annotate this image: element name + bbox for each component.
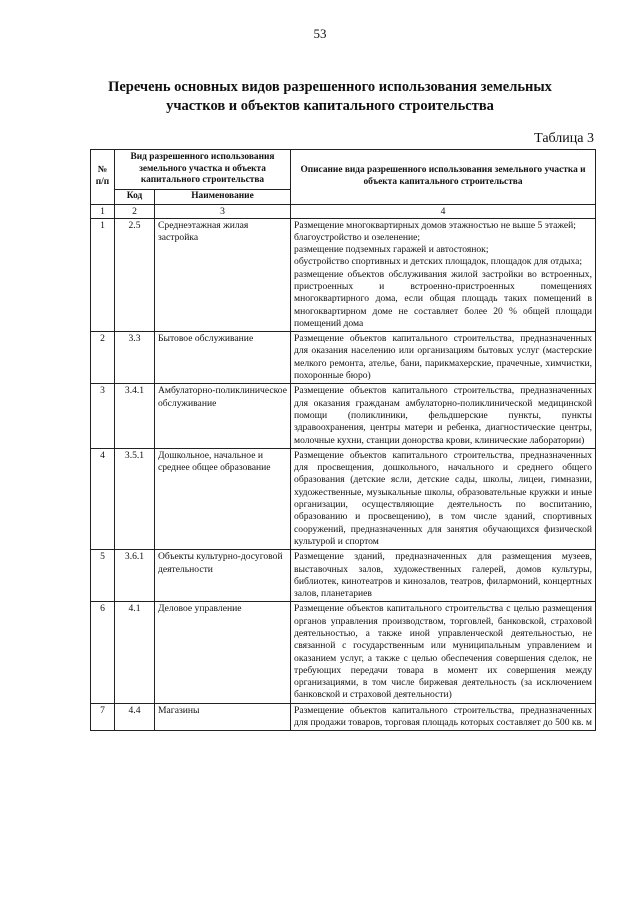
row-code: 4.4: [115, 703, 155, 731]
description-line: обустройство спортивных и детских площадок, площадок для отдыха;: [294, 256, 582, 268]
document-title-line-1: Перечень основных видов разрешенного использования земельных: [108, 79, 552, 95]
row-number: 3: [91, 384, 115, 448]
row-name: Бытовое обслуживание: [155, 332, 291, 384]
table-row: [91, 384, 596, 448]
row-description: [291, 384, 596, 448]
description-line: Размещение объектов капитального строительства, предназначенных для продажи товаров, торговая площадь которых составляет до 500 кв. м: [294, 704, 593, 729]
row-code: 3.5.1: [115, 448, 155, 549]
row-name: Магазины: [155, 703, 291, 731]
row-number: 4: [91, 448, 115, 549]
header-code: Код: [115, 190, 155, 205]
row-description: [291, 703, 596, 731]
description-line: Размещение объектов капитального строительства, предназначенных для просвещения, дошкольного, начального и среднего общего образования (детские ясли, детские сады, школы, лицеи, гимназии, художественные, музыкальные школы, образовательные кружки и иные организации, осуществляющие деятельность по воспитанию, образованию и просвещению), в том числе зданий, спортивных сооружений, предназначенных для занятия обучающихся физической культурой и спортом: [294, 449, 593, 547]
description-line: Размещение объектов капитального строительства, предназначенных для оказания гражданам амбулаторно-поликлинической медицинской помощи (поликлиники, фельдшерские пункты, пункты здравоохранения, центры матери и ребенка, диагностические центры, молочные кухни, станции донорства крови, клинические лаборатории): [294, 385, 593, 446]
row-name: Деловое управление: [155, 602, 291, 703]
description-line: размещение объектов обслуживания жилой застройки во встроенных, пристроенных и встроенно-пристроенных помещениях многоквартирного дома, если общая площадь таких помещений в многоквартирном доме не составляет более 20 % общей площади помещений дома: [294, 268, 593, 329]
description-line: Размещение объектов капитального строительства с целью размещения органов управления производством, торговлей, банковской, страховой деятельностью, а также иной управленческой деятельностью, не связанной с государственным или муниципальным управлением и оказанием услуг, а также с целью обеспечения совершения сделок, не требующих передачи товара в момент их совершения между организациями, в том числе биржевая деятельность (за исключением банковской и страховой деятельности): [294, 603, 593, 701]
document-title: [95, 78, 565, 116]
row-number: 5: [91, 550, 115, 602]
land-use-table: [90, 149, 596, 731]
row-description: [291, 332, 596, 384]
description-line: Размещение многоквартирных домов этажностью не выше 5 этажей;: [294, 219, 576, 231]
row-code: 4.1: [115, 602, 155, 703]
header-num: № п/п: [91, 150, 115, 205]
table-row: [91, 550, 596, 602]
column-number: 1: [91, 204, 115, 218]
table-caption: Таблица 3: [534, 131, 594, 146]
description-line: размещение подземных гаражей и автостоянок;: [294, 244, 489, 256]
row-number: 1: [91, 218, 115, 332]
row-number: 2: [91, 332, 115, 384]
row-number: 6: [91, 602, 115, 703]
column-number: 4: [291, 204, 596, 218]
header-row-1: [91, 150, 596, 190]
row-description: [291, 550, 596, 602]
row-code: 2.5: [115, 218, 155, 332]
description-line: Размещение объектов капитального строительства, предназначенных для оказания населению или организациям бытовых услуг (мастерские мелкого ремонта, ателье, бани, парикмахерские, прачечные, химчистки, похоронные бюро): [294, 333, 593, 382]
description-line: благоустройство и озеленение;: [294, 231, 421, 243]
document-title-line-2: участков и объектов капитального строительства: [166, 98, 494, 114]
row-name: Объекты культурно-досуговой деятельности: [155, 550, 291, 602]
row-number: 7: [91, 703, 115, 731]
row-description: [291, 448, 596, 549]
column-number: 2: [115, 204, 155, 218]
row-name: Дошкольное, начальное и среднее общее образование: [155, 448, 291, 549]
table-body: [91, 218, 596, 731]
row-code: 3.6.1: [115, 550, 155, 602]
table-row: [91, 602, 596, 703]
header-name: Наименование: [155, 190, 291, 205]
header-group: Вид разрешенного использования земельного участка и объекта капитального строительства: [115, 150, 291, 190]
table-row: [91, 218, 596, 332]
table-row: [91, 332, 596, 384]
row-code: 3.4.1: [115, 384, 155, 448]
page-number: 53: [313, 26, 327, 41]
table-row: [91, 703, 596, 731]
column-number-row: [91, 204, 596, 218]
table-row: [91, 448, 596, 549]
row-code: 3.3: [115, 332, 155, 384]
row-name: Среднеэтажная жилая застройка: [155, 218, 291, 332]
header-desc: Описание вида разрешенного использования земельного участка и объекта капитального строительства: [291, 150, 596, 205]
row-name: Амбулаторно-поликлиническое обслуживание: [155, 384, 291, 448]
description-line: Размещение зданий, предназначенных для размещения музеев, выставочных залов, художественных галерей, домов культуры, библиотек, кинотеатров и кинозалов, театров, филармоний, концертных залов, планетариев: [294, 551, 593, 600]
row-description: [291, 218, 596, 332]
column-number: 3: [155, 204, 291, 218]
row-description: [291, 602, 596, 703]
